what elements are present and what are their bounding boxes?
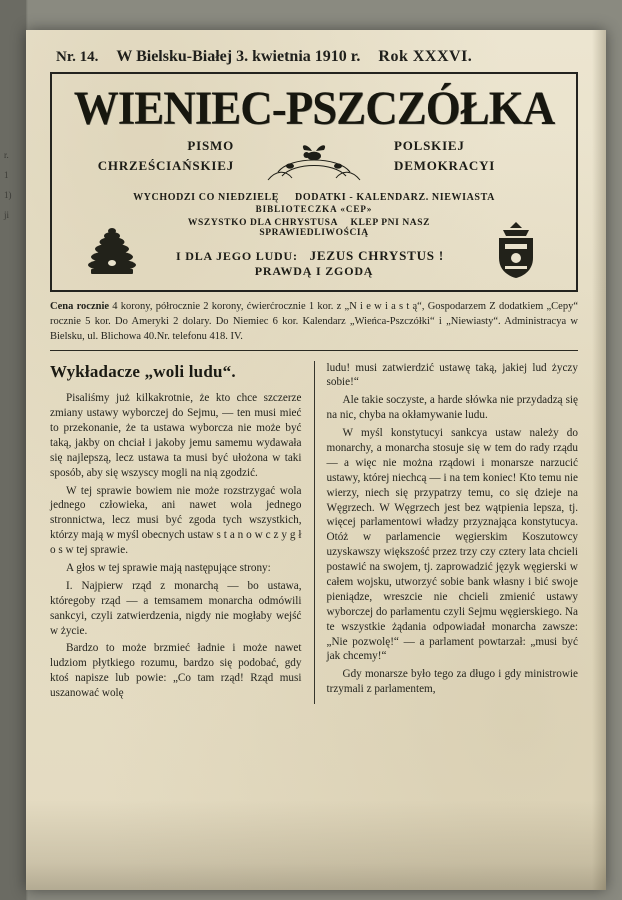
paragraph: Bardzo to może brzmieć ładnie i może nawet ludziom płytkiego rozumu, bardzo się podobać, gdy ktoś napisze lub powie: „Co tam rząd! Rząd musi uszanować wolę (50, 642, 302, 700)
masthead-motto-banner (60, 216, 568, 282)
paragraph: Pisaliśmy już kilkakrotnie, że kto chce szczerze zmiany ustawy wyborczej do Sejmu, — ten musi mieć to przekonanie, że ta ustawa wyborcza nie może być taką, jakby on chciał i jakoby jemu samemu wydawała się najlepszą, lecz ustawa ta musi być ułożona w taki sposób, aby się wszyscy mogli na nią zgodzić. (50, 392, 302, 479)
page-bottom-shadow (26, 800, 606, 890)
masthead-subtitle-left-line1: PISMO (187, 137, 234, 153)
masthead-subtitle-right (394, 136, 544, 176)
issue-year: Rok XXXVI. (378, 48, 473, 65)
margin-note: 1) (4, 190, 12, 200)
paragraph: A głos w tej sprawie mają następujące strony: (66, 561, 271, 574)
issue-number: Nr. 14. (56, 49, 99, 65)
paragraph: Gdy monarsze było tego za długo i gdy ministrowie trzymali z parlamentem, (326, 668, 578, 696)
price-notice-text: 4 korony, półrocznie 2 korony, ćwierćrocznie 1 kor. z „N i e w i a s t ą“, Gospodarzem Z dodatkiem „Cepy“ rocznie 5 kor. Do Ameryki 2 dolary. Do Niemiec 6 kor. Kalendarz „Wieńca-Pszczółki“ i „Niewiasty“. Administracya w Bielsku, ul. Blichowa 40.Nr. telefonu 418. IV. (50, 300, 579, 343)
motto-left-line2: I DLA JEGO LUDU: (175, 249, 298, 264)
masthead-title: WIENIEC-PSZCZÓŁKA (73, 81, 555, 135)
subscription-price-notice (50, 299, 578, 351)
motto-left-line1: WSZYSTKO DLA CHRYSTUSA (187, 218, 338, 229)
beehive-icon (64, 219, 160, 279)
price-notice-lead: Cena rocznie (50, 300, 110, 312)
masthead (50, 72, 578, 292)
masthead-subtitle-right-line1: POLSKIEJ (394, 137, 465, 153)
coat-of-arms-icon (468, 218, 564, 280)
newspaper-page (26, 30, 606, 890)
masthead-subtitle-right-line2: DEMOKRACYI (394, 158, 496, 174)
column-right (315, 361, 579, 704)
motto-right-line1: SPRAWIEDLIWOŚCIĄ (259, 228, 369, 239)
motto-center-top: KLEP PNI NASZ (350, 218, 431, 229)
masthead-subtitle-left (84, 136, 234, 176)
column-left (50, 361, 315, 704)
issue-place-date: W Bielsku-Białej 3. kwietnia 1910 r. (116, 48, 361, 65)
paragraph: ludu! musi zatwierdzić ustawę taką, jakiej lud życzy sobie!“ (326, 361, 578, 389)
masthead-subtitle-left-line2: CHRZEŚCIAŃSKIEJ (97, 158, 234, 174)
motto-center-big: JEZUS CHRYSTUS ! (309, 248, 445, 264)
bee-and-hive-emblem-icon (256, 136, 372, 192)
margin-note: 1 (4, 170, 9, 180)
page-edge-shadow (592, 30, 606, 890)
paragraph: W myśl konstytucyi sankcya ustaw należy do monarchy, a monarcha stosuje się w tem do rady rządu — a więc nie można rządowi i monarsze narzucić ustawy, której niechcą — i na tem koniec! Kto temu nie wierzy, niech się przypatrzy temu, co się dzieje na Węgrzech. W Węgrzech jest bez wątpienia lepsza, tj. więcej parlamentowi władzy przyznająca konstytucya. Otóż w parlamencie węgierskim Koszutowcy uzyskawszy większość przez trzy czy cztery lata chcieli postawić na swojem, tj. zaprowadzić język węgierski w całem wojsku, utworzyć sobie bank własny i bić swoje pieniądze, wreszcie nie chcieli zmienić ustawy wyborczej do parlamentu czyli Sejmu węgierskiego. Na te wszystkie żądania odpowiadał monarcha zawsze: „Nie pozwolę!“ — a parlament powtarzał: „musi być jak chcemy!“ (326, 427, 578, 663)
publication-supplements: DODATKI - KALENDARZ. NIEWIASTA (295, 191, 495, 203)
motto-right-line2: PRAWDĄ I ZGODĄ (254, 264, 374, 279)
paragraph: I. Najpierw rząd z monarchą — bo ustawa, któregoby rząd — a temsamem monarcha odmówili sankcyi, czyli zatwierdzenia, nigdy nie mogłaby wejść w życie. (50, 579, 302, 637)
margin-note: ji (4, 210, 10, 220)
paragraph: W tej sprawie bowiem nie może rozstrzygać wola jednego człowieka, ani nawet wola jednego stronnictwa, lecz musi być zgoda tych wszystkich, którzy mają w myśl obecnych ustaw s t a n o w c z y g ł o s w tej sprawie. (50, 484, 302, 557)
publication-frequency: WYCHODZI CO NIEDZIELĘ (133, 191, 280, 203)
margin-note: r. (4, 150, 9, 160)
issue-header (50, 48, 578, 66)
page-title: Wykładacze „woli ludu“. (50, 361, 236, 381)
paragraph: Ale takie soczyste, a harde słówka nie przydadzą się na nic, chyba na okłamywanie ludu. (326, 394, 578, 422)
article-body (50, 361, 578, 704)
scan-left-margin (0, 0, 26, 900)
masthead-library-line: BIBLIOTECZKA «CEP» (255, 203, 373, 214)
